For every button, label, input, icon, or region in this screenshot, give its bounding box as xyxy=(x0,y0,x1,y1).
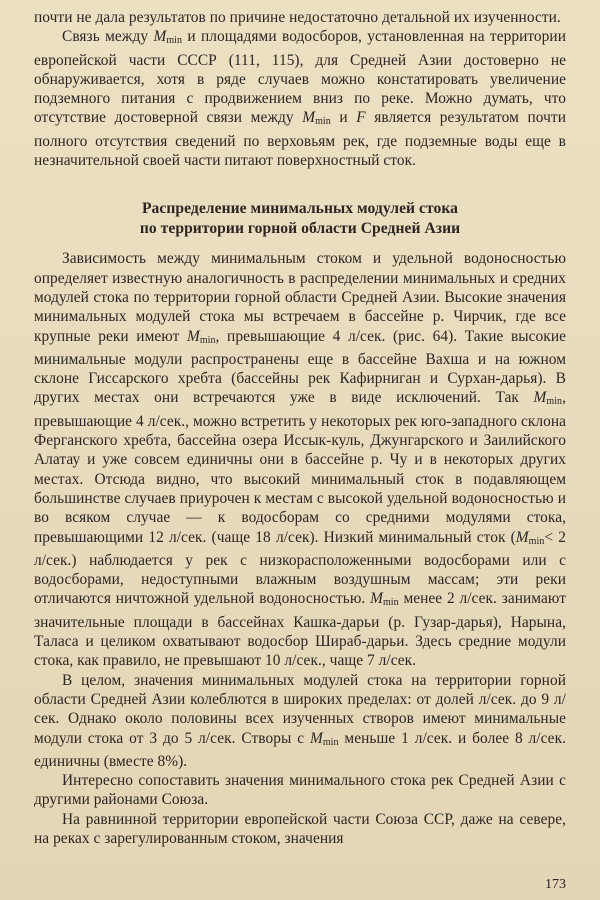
paragraph-continued: почти не дала результатов по причине недостаточно детальной их изученности. xyxy=(34,9,561,26)
symbol-f: F xyxy=(356,109,366,127)
text-run: , превышающие 4 л/сек., можно встретить у некоторых рек юго-западного склона Ферганского хребта, бассейна озера Иссык-куль, Джунгарского и Заилийского Алатау и уже совсем единичны они в бассейне р. Чу и в некоторых других местах. Отсюда видно, что высокий минимальный сток в подавляющем большинстве случаев приурочен к местам с высокой удельной водоносностью и во всяком случае — к водосборам со средними модулями стока, превышающими 12 л/сек. (чаще 18 л/сек). Низкий минимальный сток ( xyxy=(34,389,566,546)
symbol-m: M xyxy=(370,590,383,608)
section-heading-line1: Распределение минимальных модулей стока xyxy=(141,200,459,218)
paragraph-compare: Интересно сопоставить значения минимального стока рек Средней Азии с другими районами Союза. xyxy=(34,772,566,809)
section-heading-line2: по территории горной области Средней Азии xyxy=(139,220,461,238)
paragraph-european: На равнинной территории европейской части Союза ССР, даже на севере, на реках с зарегулированным стоком, значения xyxy=(34,810,566,847)
subscript-min: min xyxy=(546,396,563,408)
paragraph-mmin-area: Связь между $M_{min}$ и площадями водосборов, установленная на территории европейской части СССР (111, 115), для Средней Азии достоверно не обнаруживается, хотя в ряде случаев можно констатировать увеличение подземного питания с продвижением вниз по реке. Можно думать, что отсутствие достоверной связи между $M_{min}$ и F является результатом почти полного отсутствия сведений по верховьям рек, где подземные воды еще в незначительной своей части питают поверхностный сток. xyxy=(34,28,566,170)
text-column xyxy=(34,8,566,848)
text-run: меньше 1 л/сек. и более 8 л/сек. единичны (вместе 8%). xyxy=(34,729,566,770)
subscript-min: min xyxy=(528,535,545,547)
page-number: 173 xyxy=(545,877,566,892)
section-heading xyxy=(34,199,566,239)
symbol-m: M xyxy=(533,389,547,407)
text-run: менее 2 л/сек. занимают значительные площади в бассейнах Кашка-дарьи (р. Гузар-дарья), Нарына, Таласа и целиком охватывают водосбор Шираб-дарьи. Здесь средние модули стока, как правило, не превышают 10 л/сек., чаще 7 л/сек. xyxy=(34,590,566,670)
subscript-min: min xyxy=(166,35,183,47)
symbol-m: M xyxy=(302,109,316,127)
text-run: < 2 л/сек.) наблюдается у рек с низкорасположенными водосборами или с водосборами, недоступными влажным воздушным массам; эти реки отличаются ничтожной удельной водоносностью. xyxy=(34,528,567,608)
text-run: Зависимость между минимальным стоком и удельной водоносностью определяет известную аналогичность в распределении минимальных и средних модулей стока по территории горной области Средней Азии. Высокие значения минимальных модулей стока мы встречаем в бассейне р. Чирчик, где все крупные реки имеют xyxy=(34,250,566,345)
subscript-min: min xyxy=(199,334,216,346)
symbol-m: M xyxy=(153,28,167,46)
symbol-m: M xyxy=(309,729,323,747)
subscript-min: min xyxy=(322,736,339,748)
symbol-m: M xyxy=(515,528,529,546)
symbol-m: M xyxy=(186,327,200,345)
text-run: В целом, значения минимальных модулей стока на территории горной области Средней Азии колеблются в широких пределах: от долей л/сек. до 9 л/сек. Однако около половины всех изученных створов имеют минимальные модули стока от 3 до 5 л/сек. Створы с xyxy=(34,671,566,747)
paragraph-distribution xyxy=(34,249,566,670)
subscript-min: min xyxy=(382,597,399,609)
text-run: , превышающие 4 л/сек. (рис. 64). Такие высокие минимальные модули распространены еще в бассейне Вахша и на южном склоне Гиссарского хребта (бассейны рек Кафирниган и Сурхан-дарья). В других местах они встречаются уже в виде исключений. Так xyxy=(34,327,566,407)
subscript-min: min xyxy=(315,116,331,128)
paragraph-range xyxy=(34,671,566,771)
